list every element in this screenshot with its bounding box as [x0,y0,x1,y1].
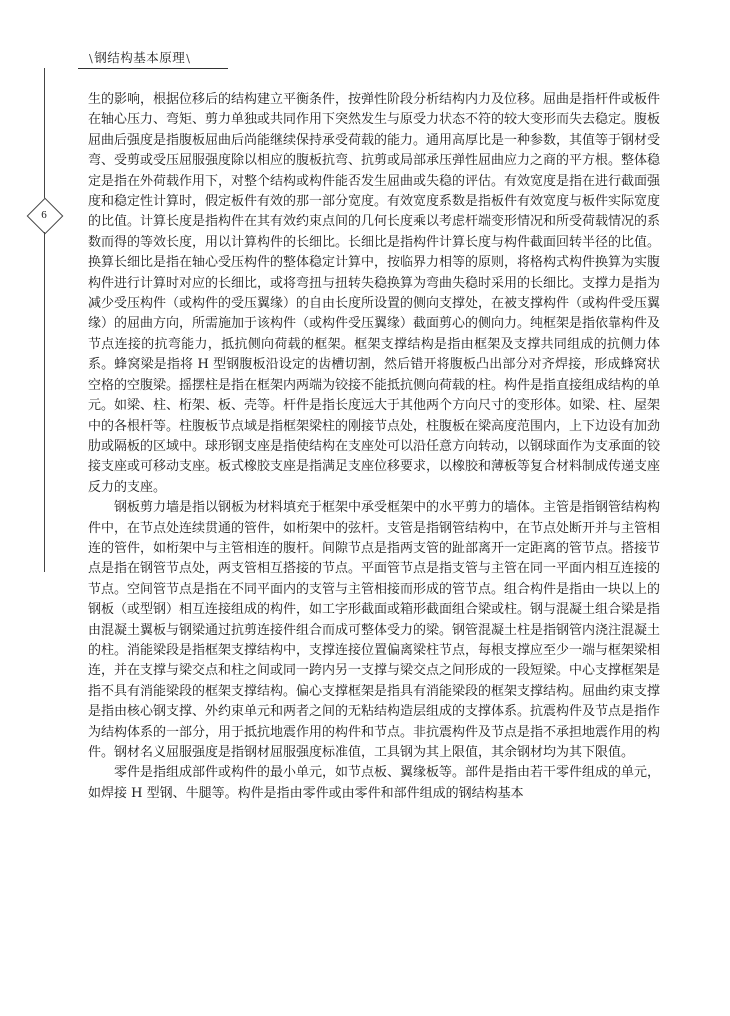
margin-line-bottom [44,232,45,572]
paragraph-3: 零件是指组成部件或构件的最小单元，如节点板、翼缘板等。部件是指由若干零件组成的单元，如焊接 H 型钢、牛腿等。构件是指由零件或由零件和部件组成的钢结构基本 [88,765,661,801]
paragraph-2: 钢板剪力墙是指以钢板为材料填充于框架中承受框架中的水平剪力的墙体。主管是指钢管结构构件中，在节点处连续贯通的管件，如桁架中的弦杆。支管是指钢管结构中，在节点处断开并与主管相连的管件，如桁架中与主管相连的腹杆。间隙节点是指两支管的趾部离开一定距离的管节点。搭接节点是指在钢管节点处，两支管相互搭接的节点。平面管节点是指支管与主管在同一平面内相互连接的节点。空间管节点是指在不同平面内的支管与主管相接而形成的管节点。组合构件是指由一块以上的钢板（或型钢）相互连接组成的构件，如工字形截面或箱形截面组合梁或柱。钢与混凝土组合梁是指由混凝土翼板与钢梁通过抗剪连接件组合而成可整体受力的梁。钢管混凝土柱是指钢管内浇注混凝土的柱。消能梁段是指框架支撑结构中，支撑连接位置偏离梁柱节点，每根支撑应至少一端与框架梁相连，并在支撑与梁交点和柱之间或同一跨内另一支撑与梁交点之间形成的一段短梁。中心支撑框架是指不具有消能梁段的框架支撑结构。偏心支撑框架是指具有消能梁段的框架支撑结构。屈曲约束支撑是指由核心钢支撑、外约束单元和两者之间的无粘结构造层组成的支撑体系。抗震构件及节点是指作为结构体系的一部分，用于抵抗地震作用的构件和节点。非抗震构件及节点是指不承担地震作用的构件。钢材名义屈服强度是指钢材屈服强度标准值，工具钢为其上限值，其余钢材均为其下限值。 [88,500,661,760]
header-rule [78,68,228,69]
page-number: 6 [41,209,47,221]
body-text [88,90,660,804]
paragraph-1: 生的影响，根据位移后的结构建立平衡条件，按弹性阶段分析结构内力及位移。屈曲是指杆件或板件在轴心压力、弯矩、剪力单独或共同作用下突然发生与原受力状态不符的较大变形而失去稳定。腹板屈曲后强度是指腹板屈曲后尚能继续保持承受荷载的能力。通用高厚比是一种参数，其值等于钢材受弯、受剪或受压屈服强度除以相应的腹板抗弯、抗剪或局部承压弹性屈曲应力之商的平方根。整体稳定是指在外荷载作用下，对整个结构或构件能否发生屈曲或失稳的评估。有效宽度是指在进行截面强度和稳定性计算时，假定板件有效的那一部分宽度。有效宽度系数是指板件有效宽度与板件实际宽度的比值。计算长度是指构件在其有效约束点间的几何长度乘以考虑杆端变形情况和所受荷载情况的系数而得的等效长度，用以计算构件的长细比。长细比是指构件计算长度与构件截面回转半径的比值。换算长细比是指在轴心受压构件的整体稳定计算中，按临界力相等的原则，将格构式构件换算为实腹构件进行计算时对应的长细比，或将弯扭与扭转失稳换算为弯曲失稳时采用的长细比。支撑力是指为减少受压构件（或构件的受压翼缘）的自由长度所设置的侧向支撑处，在被支撑构件（或构件受压翼缘）的屈曲方向，所需施加于该构件（或构件受压翼缘）截面剪心的侧向力。纯框架是指依靠构件及节点连接的抗弯能力，抵抗侧向荷载的框架。框架支撑结构是指由框架及支撑共同组成的抗侧力体系。蜂窝梁是指将 H 型钢腹板沿设定的齿槽切割，然后错开将腹板凸出部分对齐焊接，形成蜂窝状空格的空腹梁。摇摆柱是指在框架内两端为铰接不能抵抗侧向荷载的柱。构件是指直接组成结构的单元。如梁、柱、桁架、板、壳等。杆件是指长度远大于其他两个方向尺寸的变形体。如梁、柱、屋架中的各根杆等。柱腹板节点域是指框架梁柱的刚接节点处，柱腹板在梁高度范围内，上下边设有加劲肋或隔板的区域中。球形钢支座是指使结构在支座处可以沿任意方向转动，以钢球面作为支承面的铰接支座或可移动支座。板式橡胶支座是指满足支座位移要求，以橡胶和薄板等复合材料制成传递支座反力的支座。 [88,92,661,495]
header-title: \ 钢结构基本原理 \ [88,48,191,66]
margin-line-top [44,68,45,198]
running-header [78,42,228,68]
